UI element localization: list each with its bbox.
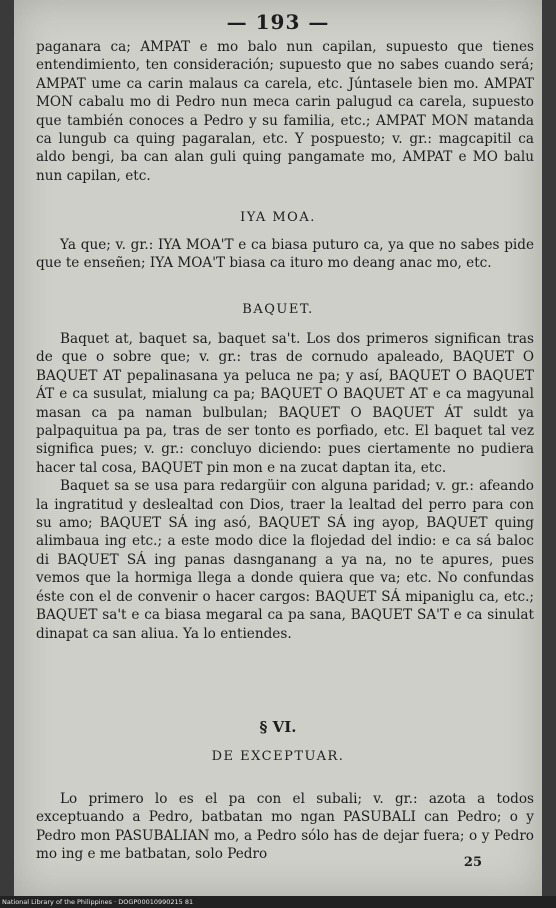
page-number: — 193 — bbox=[226, 10, 330, 34]
heading-baquet: BAQUET. bbox=[242, 302, 314, 317]
signature-mark: 25 bbox=[463, 855, 482, 870]
paragraph-ampat bbox=[36, 38, 534, 185]
paragraph-text: Baquet sa se usa para redargüir con alguna paridad; v. gr.: afeando la ingratitud y deslealtad con Dios, traer la lealtad del perro para con su amo; BAQUET SÁ ing asó, BAQUET SÁ ing ayop, BAQUET quing alimbaua ing etc.; a este modo dice la flojedad del indio: e ca sá baloc di BAQUET SÁ ing panas dasnganang a ya na, no te apures, pues vemos que la hormiga llega a donde quiera que va; etc. No confundas éste con el de convenir o hacer cargos: BAQUET SÁ mipaniglu ca, etc.; BAQUET sa't e ca biasa megaral ca pa sana, BAQUET SA'T e ca sinulat dinapat ca san aliua. Ya lo entiendes. bbox=[36, 478, 534, 642]
paragraph-text: paganara ca; AMPAT e mo balo nun capilan, supuesto que tienes entendimiento, ten consideración; supuesto que no sabes cuando será; AMPAT ume ca carin malaus ca carela, etc. Júntasele bien mo. AMPAT MON cabalu mo di Pedro nun meca carin palugud ca carela, supuesto que también conoces a Pedro y su familia, etc.; AMPAT MON matanda ca lungub ca quing pagaralan, etc. Y pospuesto; v. gr.: magcapitil ca aldo bengi, ba can alan guli quing pangamate mo, AMPAT e MO balu nun capilan, etc. bbox=[36, 39, 534, 184]
heading-exceptuar: DE EXCEPTUAR. bbox=[211, 749, 345, 764]
library-footer: National Library of the Philippines · DOGP00010990215 81 bbox=[0, 896, 556, 908]
paragraph-text: Ya que; v. gr.: IYA MOA'T e ca biasa puturo ca, ya que no sabes pide que te enseñen; IYA MOA'T biasa ca ituro mo deang anac mo, etc. bbox=[36, 237, 534, 272]
paragraph-baquet bbox=[36, 330, 534, 643]
paragraph-exceptuar bbox=[36, 790, 534, 864]
section-number: § VI. bbox=[259, 718, 297, 736]
paragraph-text: Baquet at, baquet sa, baquet sa't. Los dos primeros significan tras de que o sobre que; v. gr.: tras de cornudo apaleado, BAQUET O BAQUET AT pepalinasana ya peluca ne pa; y así, BAQUET O BAQUET ÁT e ca susulat, mialung ca pa; BAQUET O BAQUET AT e ca magyunal masan ca pa naman bulbulan; BAQUET O BAQUET ÁT suldt ya palpaquitua pa pa, tras de ser tonto es porfiado, etc. El baquet tal vez significa pues; v. gr.: concluyo diciendo: pues ciertamente no pudiera hacer tal cosa, BAQUET pin mon e na zucat daptan ita, etc. bbox=[36, 331, 534, 476]
paragraph-iya-moa bbox=[36, 236, 534, 273]
heading-iya-moa: IYA MOA. bbox=[240, 210, 316, 225]
book-page bbox=[14, 0, 542, 896]
paragraph-text: Lo primero lo es el pa con el subali; v. gr.: azota a todos exceptuando a Pedro, batbatan mo ngan PASUBALI can Pedro; o y Pedro mon PASUBALIAN mo, a Pedro sólo has de dejar fuera; o y Pedro mo ing e me batbatan, solo Pedro bbox=[36, 791, 534, 863]
